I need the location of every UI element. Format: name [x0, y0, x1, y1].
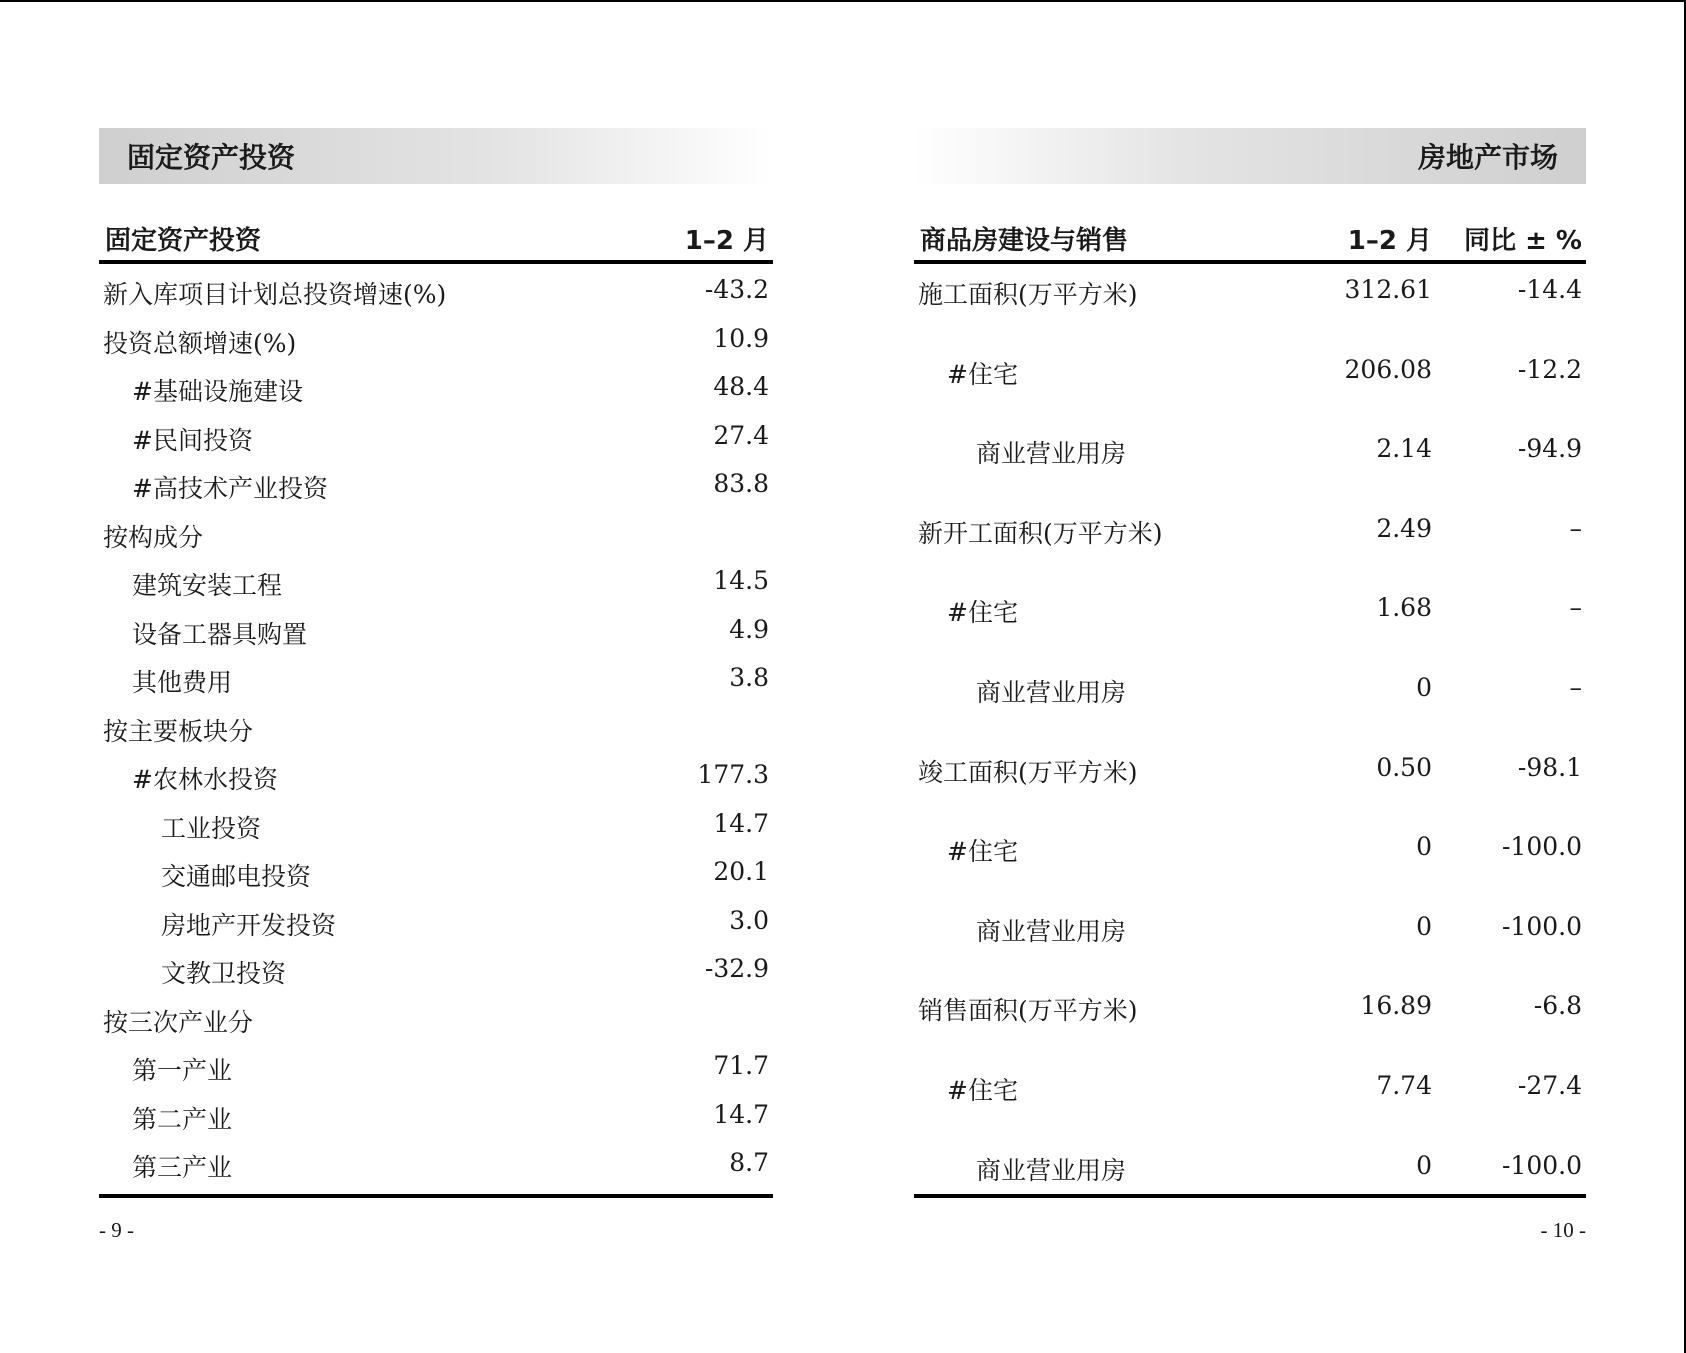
row-value: 177.3	[697, 760, 769, 789]
header-period: 1–2 月	[684, 226, 769, 256]
row-value: 1.68	[1376, 593, 1432, 623]
table-row	[99, 1092, 773, 1140]
row-value: 16.89	[1360, 991, 1432, 1021]
row-value: 2.14	[1376, 434, 1432, 464]
table-row	[99, 1140, 773, 1188]
row-label: 设备工器具购置	[132, 619, 308, 649]
table-row	[99, 995, 773, 1043]
row-label: 按三次产业分	[103, 1007, 254, 1037]
row-value: -43.2	[704, 275, 769, 304]
table-row	[99, 898, 773, 946]
table-row	[99, 704, 773, 752]
table-row	[99, 364, 773, 412]
table-row	[99, 607, 773, 655]
table-row	[914, 983, 1586, 1031]
table-header	[99, 214, 773, 264]
row-value: 8.7	[729, 1148, 769, 1177]
row-label: 建筑安装工程	[132, 571, 283, 600]
header-period: 1–2 月	[1347, 226, 1432, 256]
row-yoy: -100.0	[1501, 911, 1582, 941]
row-value: 71.7	[713, 1051, 769, 1080]
row-label: 销售面积(万平方米)	[918, 996, 1138, 1026]
row-label: 竣工面积(万平方米)	[918, 757, 1138, 787]
row-label: 按构成分	[103, 522, 204, 552]
row-label: 商业营业用房	[976, 439, 1127, 469]
row-label: 商业营业用房	[976, 678, 1127, 707]
banner-title: 房地产市场	[1417, 141, 1558, 174]
row-label: #住宅	[947, 837, 1018, 867]
row-value: 2.49	[1376, 513, 1432, 543]
row-value: 0	[1416, 1150, 1432, 1180]
row-label: 第二产业	[132, 1104, 233, 1134]
row-yoy: -94.9	[1517, 434, 1582, 464]
row-value: 10.9	[713, 323, 769, 353]
row-yoy: –	[1569, 673, 1582, 702]
row-yoy: -12.2	[1517, 354, 1582, 384]
row-label: 施工面积(万平方米)	[918, 280, 1138, 309]
row-label: 新开工面积(万平方米)	[918, 518, 1163, 548]
page-number-right: - 10 -	[1540, 1218, 1586, 1242]
header-yoy: 同比 ± %	[1464, 226, 1582, 256]
row-label: 第三产业	[132, 1153, 233, 1182]
row-label: #住宅	[947, 359, 1018, 389]
table-row	[914, 745, 1586, 793]
row-value: 14.5	[713, 566, 769, 595]
row-label: 房地产开发投资	[161, 910, 337, 940]
table-row	[99, 558, 773, 606]
row-label: 按主要板块分	[103, 716, 254, 746]
row-yoy: -100.0	[1501, 832, 1582, 862]
table-row	[99, 655, 773, 703]
table-row	[99, 461, 773, 509]
table-row	[914, 506, 1586, 554]
row-label: 其他费用	[132, 668, 233, 697]
row-label: 商业营业用房	[976, 916, 1127, 946]
table-row	[99, 801, 773, 849]
row-label: 商业营业用房	[976, 1155, 1127, 1185]
row-value: 14.7	[713, 808, 769, 838]
row-label: 投资总额增速(%)	[103, 328, 297, 358]
row-label: #基础设施建设	[132, 377, 303, 406]
row-value: -32.9	[704, 954, 769, 983]
row-value: 27.4	[713, 420, 769, 450]
table-row	[99, 946, 773, 994]
header-item: 固定资产投资	[105, 226, 262, 256]
row-yoy: -6.8	[1533, 991, 1582, 1021]
row-label: 交通邮电投资	[161, 862, 312, 891]
table-row	[914, 267, 1586, 315]
row-value: 312.61	[1344, 275, 1432, 304]
table-row	[99, 413, 773, 461]
row-value: 0.50	[1376, 752, 1432, 782]
table-row	[99, 1043, 773, 1091]
header-item: 商品房建设与销售	[920, 226, 1129, 256]
right-page	[914, 128, 1586, 1185]
row-label: 新入库项目计划总投资增速(%)	[103, 280, 447, 309]
row-label: 工业投资	[161, 813, 262, 843]
row-value: 3.8	[729, 663, 769, 692]
table-row	[914, 347, 1586, 395]
table-row	[914, 1143, 1586, 1191]
table-row	[99, 752, 773, 800]
table-row	[914, 426, 1586, 474]
row-value: 20.1	[713, 857, 769, 886]
table-row	[99, 849, 773, 897]
table-row	[914, 665, 1586, 713]
row-label: 文教卫投资	[161, 959, 287, 988]
left-page	[99, 128, 773, 1182]
section-banner-fixed-asset	[99, 128, 773, 184]
row-label: #高技术产业投资	[132, 474, 328, 503]
row-yoy: -27.4	[1517, 1071, 1582, 1100]
row-label: #住宅	[947, 1076, 1018, 1105]
row-label: #民间投资	[132, 425, 253, 455]
table-row	[914, 1063, 1586, 1111]
row-value: 7.74	[1376, 1071, 1432, 1100]
row-label: #农林水投资	[132, 765, 278, 794]
table-row	[99, 267, 773, 315]
row-yoy: –	[1569, 593, 1582, 623]
table-bottom-rule	[914, 1194, 1586, 1198]
row-label: 第一产业	[132, 1056, 233, 1085]
table-bottom-rule	[99, 1194, 773, 1198]
table-row	[914, 585, 1586, 633]
banner-title: 固定资产投资	[127, 141, 296, 174]
table-row	[99, 316, 773, 364]
row-value: 14.7	[713, 1099, 769, 1129]
table-row	[914, 904, 1586, 952]
table-row	[914, 824, 1586, 872]
row-value: 48.4	[713, 372, 769, 401]
row-value: 206.08	[1344, 354, 1432, 384]
row-yoy: -100.0	[1501, 1150, 1582, 1180]
row-label: #住宅	[947, 598, 1018, 628]
top-border	[0, 0, 1686, 2]
row-value: 4.9	[729, 614, 769, 644]
row-value: 0	[1416, 832, 1432, 862]
row-yoy: –	[1569, 513, 1582, 543]
table-row	[99, 510, 773, 558]
row-value: 0	[1416, 911, 1432, 941]
row-value: 83.8	[713, 469, 769, 498]
row-value: 3.0	[729, 905, 769, 935]
section-banner-real-estate	[914, 128, 1586, 184]
row-yoy: -14.4	[1517, 275, 1582, 304]
table-header	[914, 214, 1586, 264]
row-yoy: -98.1	[1517, 752, 1582, 782]
page-number-left: - 9 -	[99, 1218, 134, 1242]
row-value: 0	[1416, 673, 1432, 702]
